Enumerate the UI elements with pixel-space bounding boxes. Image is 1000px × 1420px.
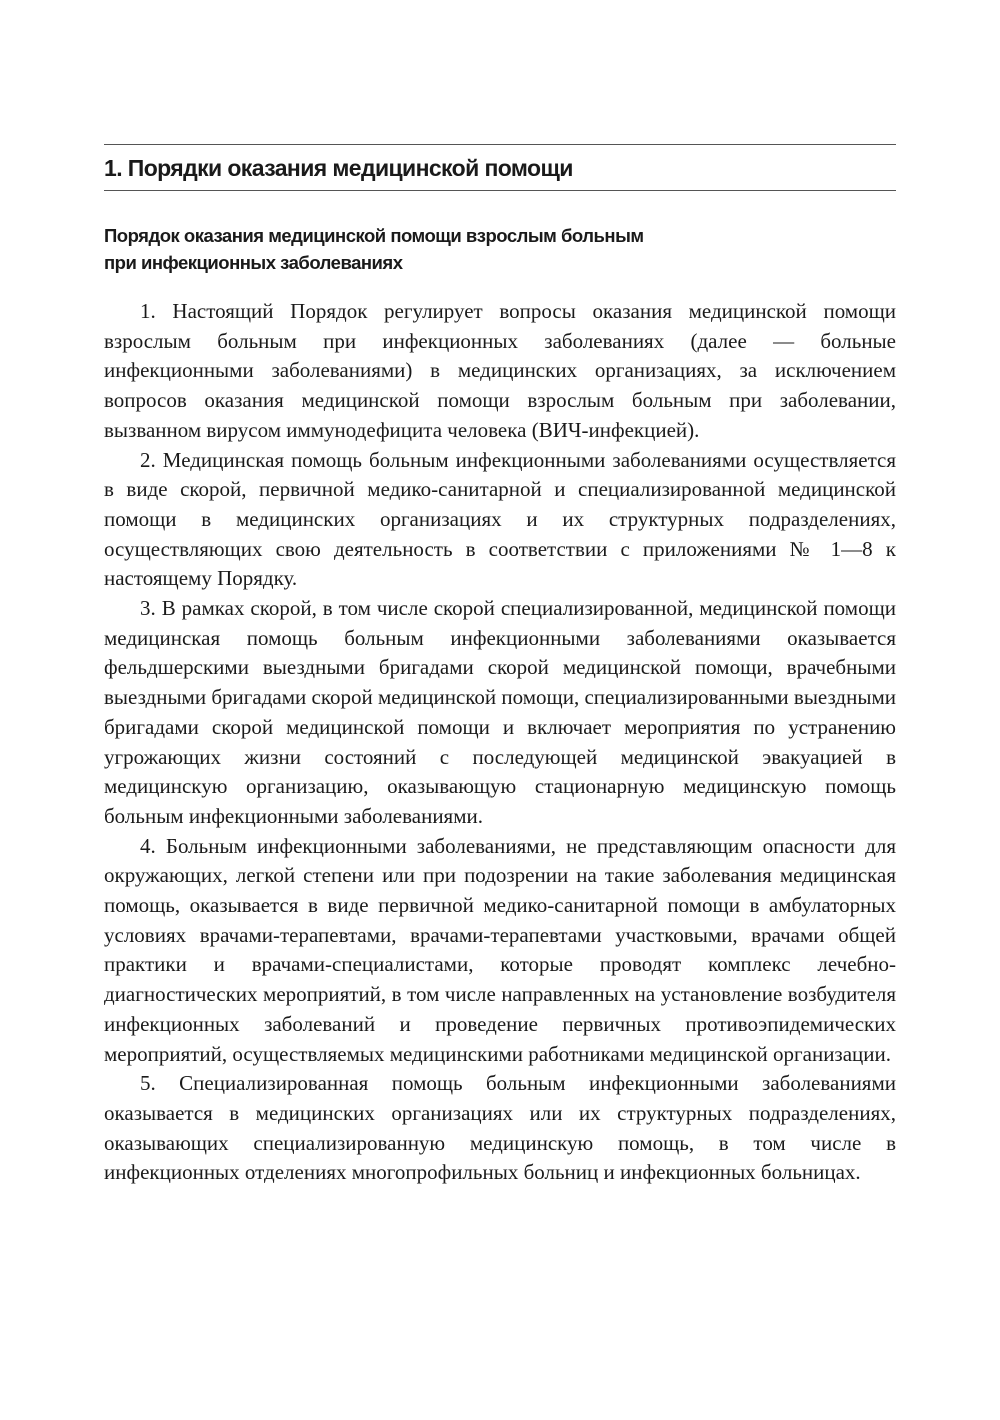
- paragraph-2: 2. Медицинская помощь больным инфекционными заболеваниями осуществляется в виде скорой, первичной медико-санитарной и специализированной медицинской помощи в медицинских организациях и их структурных подразделениях, осуществляющих свою деятельность в соответствии с приложениями № 1—8 к настоящему Порядку.: [104, 447, 896, 591]
- paragraph-3: 3. В рамках скорой, в том числе скорой специализированной, медицинской помощи медицинская помощь больным инфекционными заболеваниями оказывается фельдшерскими выездными бригадами скорой медицинской помощи, врачебными выездными бригадами скорой медицинской помощи, специализированными выездными бригадами скорой медицинской помощи и включает мероприятия по устранению угрожающих жизни состояний с последующей медицинской эвакуацией в медицинскую организацию, оказывающую стационарную медицинскую помощь больным инфекционными заболеваниями.: [104, 596, 896, 828]
- section-title-line-2: при инфекционных заболеваниях: [104, 252, 403, 273]
- paragraph-1: 1. Настоящий Порядок регулирует вопросы оказания медицинской помощи взрослым больным при инфекционных заболеваниях (далее — больные инфекционными заболеваниями) в медицинских организациях, за исключением вопросов оказания медицинской помощи взрослым больным при заболевании, вызванном вирусом иммунодефицита человека (ВИЧ-инфекцией).: [104, 299, 896, 442]
- paragraph-5: 5. Специализированная помощь больным инфекционными заболеваниями оказывается в медицинских организациях или их структурных подразделениях, оказывающих специализированную медицинскую помощь, в том числе в инфекционных отделениях многопрофильных больниц и инфекционных больницах.: [104, 1071, 896, 1185]
- section-title: [104, 222, 784, 276]
- paragraph-4: 4. Больным инфекционными заболеваниями, не представляющим опасности для окружающих, легкой степени или при подозрении на такие заболевания медицинская помощь, оказывается в виде первичной медико-санитарной помощи в амбулаторных условиях врачами-терапевтами, врачами-терапевтами участковыми, врачами общей практики и врачами-специалистами, которые проводят комплекс лечебно-диагностических мероприятий, в том числе направленных на установление возбудителя инфекционных заболеваний и проведение первичных противоэпидемических мероприятий, осуществляемых медицинскими работниками медицинской организации.: [104, 833, 896, 1066]
- body-text: [104, 297, 896, 1188]
- chapter-header: [104, 144, 896, 191]
- section-title-line-1: Порядок оказания медицинской помощи взрослым больным: [104, 225, 644, 246]
- chapter-title: 1. Порядки оказания медицинской помощи: [104, 155, 573, 181]
